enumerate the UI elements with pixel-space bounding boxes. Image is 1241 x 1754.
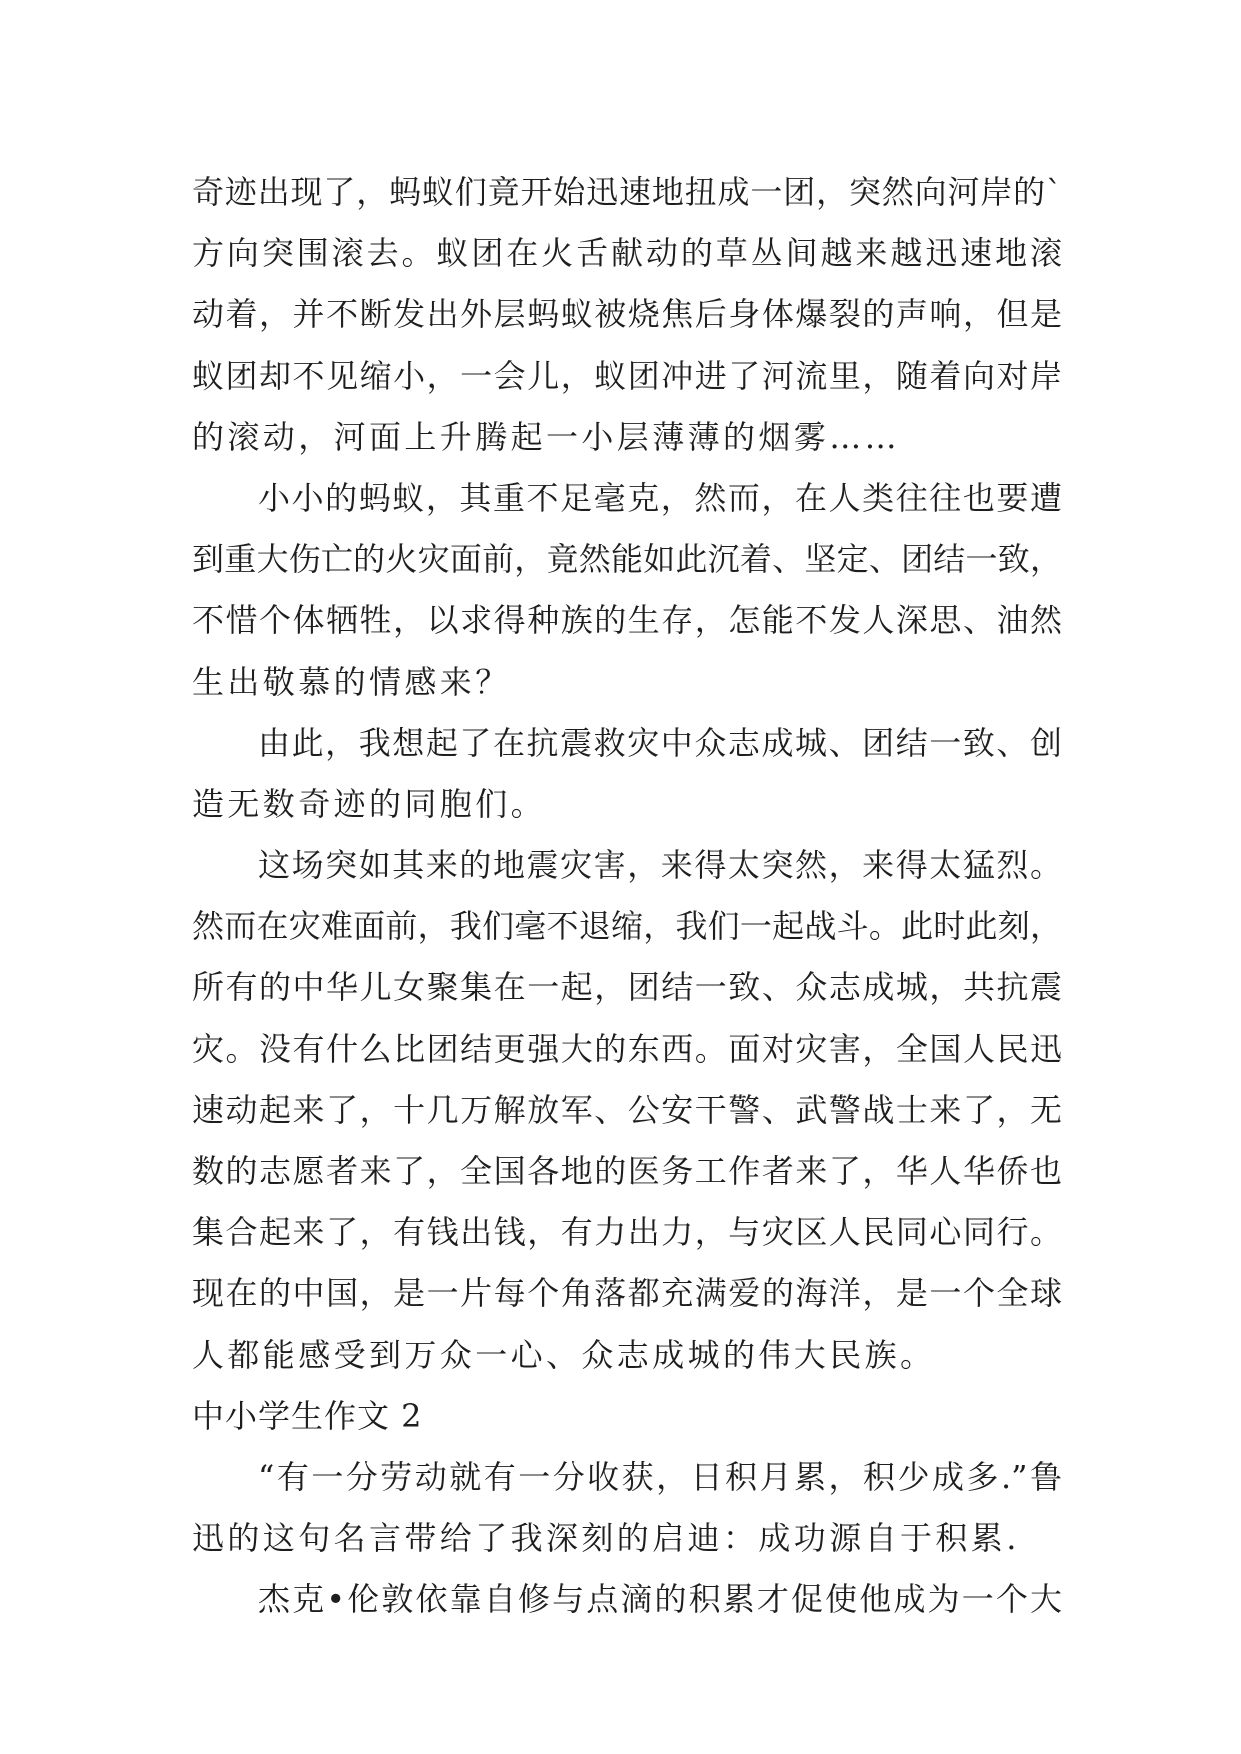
paragraph-first-line: 这场突如其来的地震灾害，来得太突然，来得太猛烈。 [258, 846, 1062, 885]
section-heading: 中小学生作文 2 [192, 1396, 423, 1435]
paragraph-first-line: 由此，我想起了在抗震救灾中众志成城、团结一致、创 [258, 723, 1062, 762]
text-line: 造无数奇迹的同胞们。 [192, 784, 547, 823]
text-line: 灾。没有什么比团结更强大的东西。面对灾害，全国人民迅 [192, 1029, 1062, 1068]
text-line: 方向突围滚去。蚁团在火舌献动的草丛间越来越迅速地滚 [192, 234, 1062, 273]
text-line: 现在的中国，是一片每个角落都充满爱的海洋，是一个全球 [192, 1274, 1062, 1313]
text-line: 然而在灾难面前，我们毫不退缩，我们一起战斗。此时此刻， [192, 907, 1062, 946]
text-line: 到重大伤亡的火灾面前，竟然能如此沉着、坚定、团结一致， [192, 540, 1062, 579]
text-line: 集合起来了，有钱出钱，有力出力，与灾区人民同心同行。 [192, 1213, 1062, 1252]
paragraph-first-line: 杰克•伦敦依靠自修与点滴的积累才促使他成为一个大 [258, 1580, 1062, 1619]
text-line: 的滚动，河面上升腾起一小层薄薄的烟雾…… [192, 417, 901, 456]
text-line: 人都能感受到万众一心、众志成城的伟大民族。 [192, 1335, 936, 1374]
text-line: 数的志愿者来了，全国各地的医务工作者来了，华人华侨也 [192, 1152, 1062, 1190]
body-text [192, 162, 1062, 1631]
text-line: 蚁团却不见缩小，一会儿，蚁团冲进了河流里，随着向对岸 [192, 356, 1062, 395]
text-line: 所有的中华儿女聚集在一起，团结一致、众志成城，共抗震 [192, 968, 1062, 1007]
text-line: 不惜个体牺牲，以求得种族的生存，怎能不发人深思、油然 [192, 601, 1062, 640]
text-line: 动着，并不断发出外层蚂蚁被烧焦后身体爆裂的声响，但是 [192, 295, 1062, 334]
text-line: 奇迹出现了，蚂蚁们竟开始迅速地扭成一团，突然向河岸的` [192, 173, 1062, 211]
paragraph-first-line: 小小的蚂蚁，其重不足毫克，然而，在人类往往也要遭 [258, 478, 1062, 517]
text-line: 生出敬慕的情感来？ [192, 662, 511, 701]
paragraph-first-line: “有一分劳动就有一分收获，日积月累，积少成多.”鲁 [258, 1457, 1062, 1496]
text-line: 迅的这句名言带给了我深刻的启迪：成功源自于积累. [192, 1519, 1020, 1558]
text-line: 速动起来了，十几万解放军、公安干警、武警战士来了，无 [192, 1090, 1062, 1129]
